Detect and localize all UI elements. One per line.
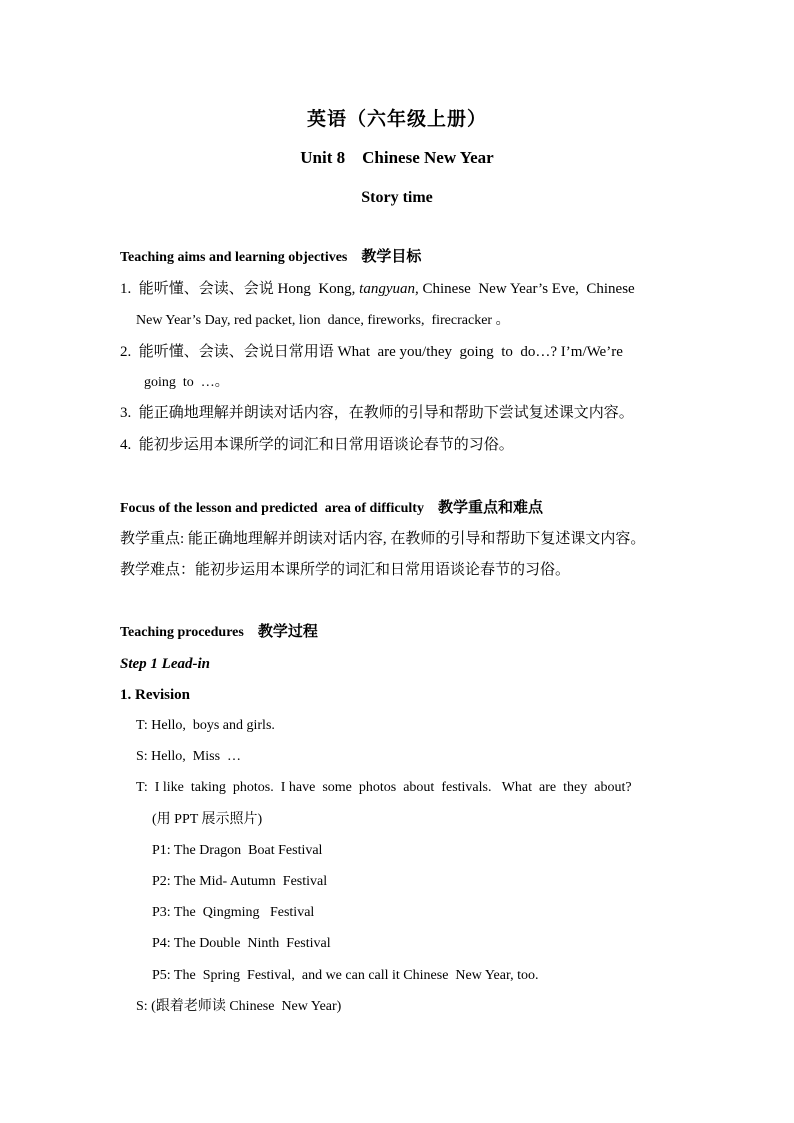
aims-item-1-italic: tangyuan (359, 281, 415, 297)
dialogue-line: S: Hello, Miss … (136, 749, 242, 764)
dialogue-line: P3: The Qingming Festival (152, 905, 315, 920)
aims-heading-zh: 教学目标 (361, 249, 422, 265)
unit-title: Unit 8 Chinese New Year (300, 148, 494, 167)
aims-item-2: 2. 能听懂、会读、会说日常用语 What are you/they going to do…? I’m/We’re (120, 344, 623, 360)
section-title: Story time (361, 189, 433, 206)
step-1-heading: Step 1 Lead-in (120, 656, 210, 672)
revision-heading: 1. Revision (120, 687, 191, 703)
aims-heading-en: Teaching aims and learning objectives (120, 250, 348, 265)
focus-heading-en: Focus of the lesson and predicted area of difficulty (120, 501, 424, 516)
procedures-heading (120, 622, 318, 643)
aims-item-1-part-a: 1. 能听懂、会读、会说 Hong Kong, (120, 281, 360, 297)
procedures-heading-zh: 教学过程 (257, 624, 318, 640)
focus-difficulty: 教学难点：能初步运用本课所学的词汇和日常用语谈论春节的习俗。 (120, 562, 571, 578)
aims-item-1 (120, 279, 635, 299)
focus-heading-zh: 教学重点和难点 (437, 500, 543, 516)
aims-item-1-line-2: New Year’s Day, red packet, lion dance, fireworks, firecracker 。 (136, 313, 510, 328)
aims-item-1-part-b: , Chinese New Year’s Eve, Chinese (415, 281, 635, 297)
dialogue-line: P1: The Dragon Boat Festival (152, 843, 323, 858)
dialogue-line: P5: The Spring Festival, and we can call it Chinese New Year, too. (152, 968, 539, 983)
document-title: 英语（六年级上册） (306, 109, 487, 130)
dialogue-line: S: (跟着老师读 Chinese New Year) (136, 999, 342, 1014)
aims-heading (120, 247, 421, 268)
dialogue-line: T: I like taking photos. I have some photos about festivals. What are they about? (136, 780, 632, 795)
aims-item-4: 4. 能初步运用本课所学的词汇和日常用语谈论春节的习俗。 (120, 437, 514, 453)
aims-item-2-line-2: going to …。 (144, 375, 229, 390)
focus-key-point: 教学重点: 能正确地理解并朗读对话内容, 在教师的引导和帮助下复述课文内容。 (120, 531, 646, 547)
focus-heading (120, 498, 543, 519)
dialogue-line: (用 PPT 展示照片) (152, 812, 263, 827)
procedures-heading-en: Teaching procedures (120, 625, 244, 640)
dialogue-line: P2: The Mid- Autumn Festival (152, 874, 328, 889)
aims-item-3: 3. 能正确地理解并朗读对话内容，在教师的引导和帮助下尝试复述课文内容。 (120, 405, 634, 421)
dialogue-line: P4: The Double Ninth Festival (152, 936, 331, 951)
dialogue-line: T: Hello, boys and girls. (136, 718, 275, 733)
